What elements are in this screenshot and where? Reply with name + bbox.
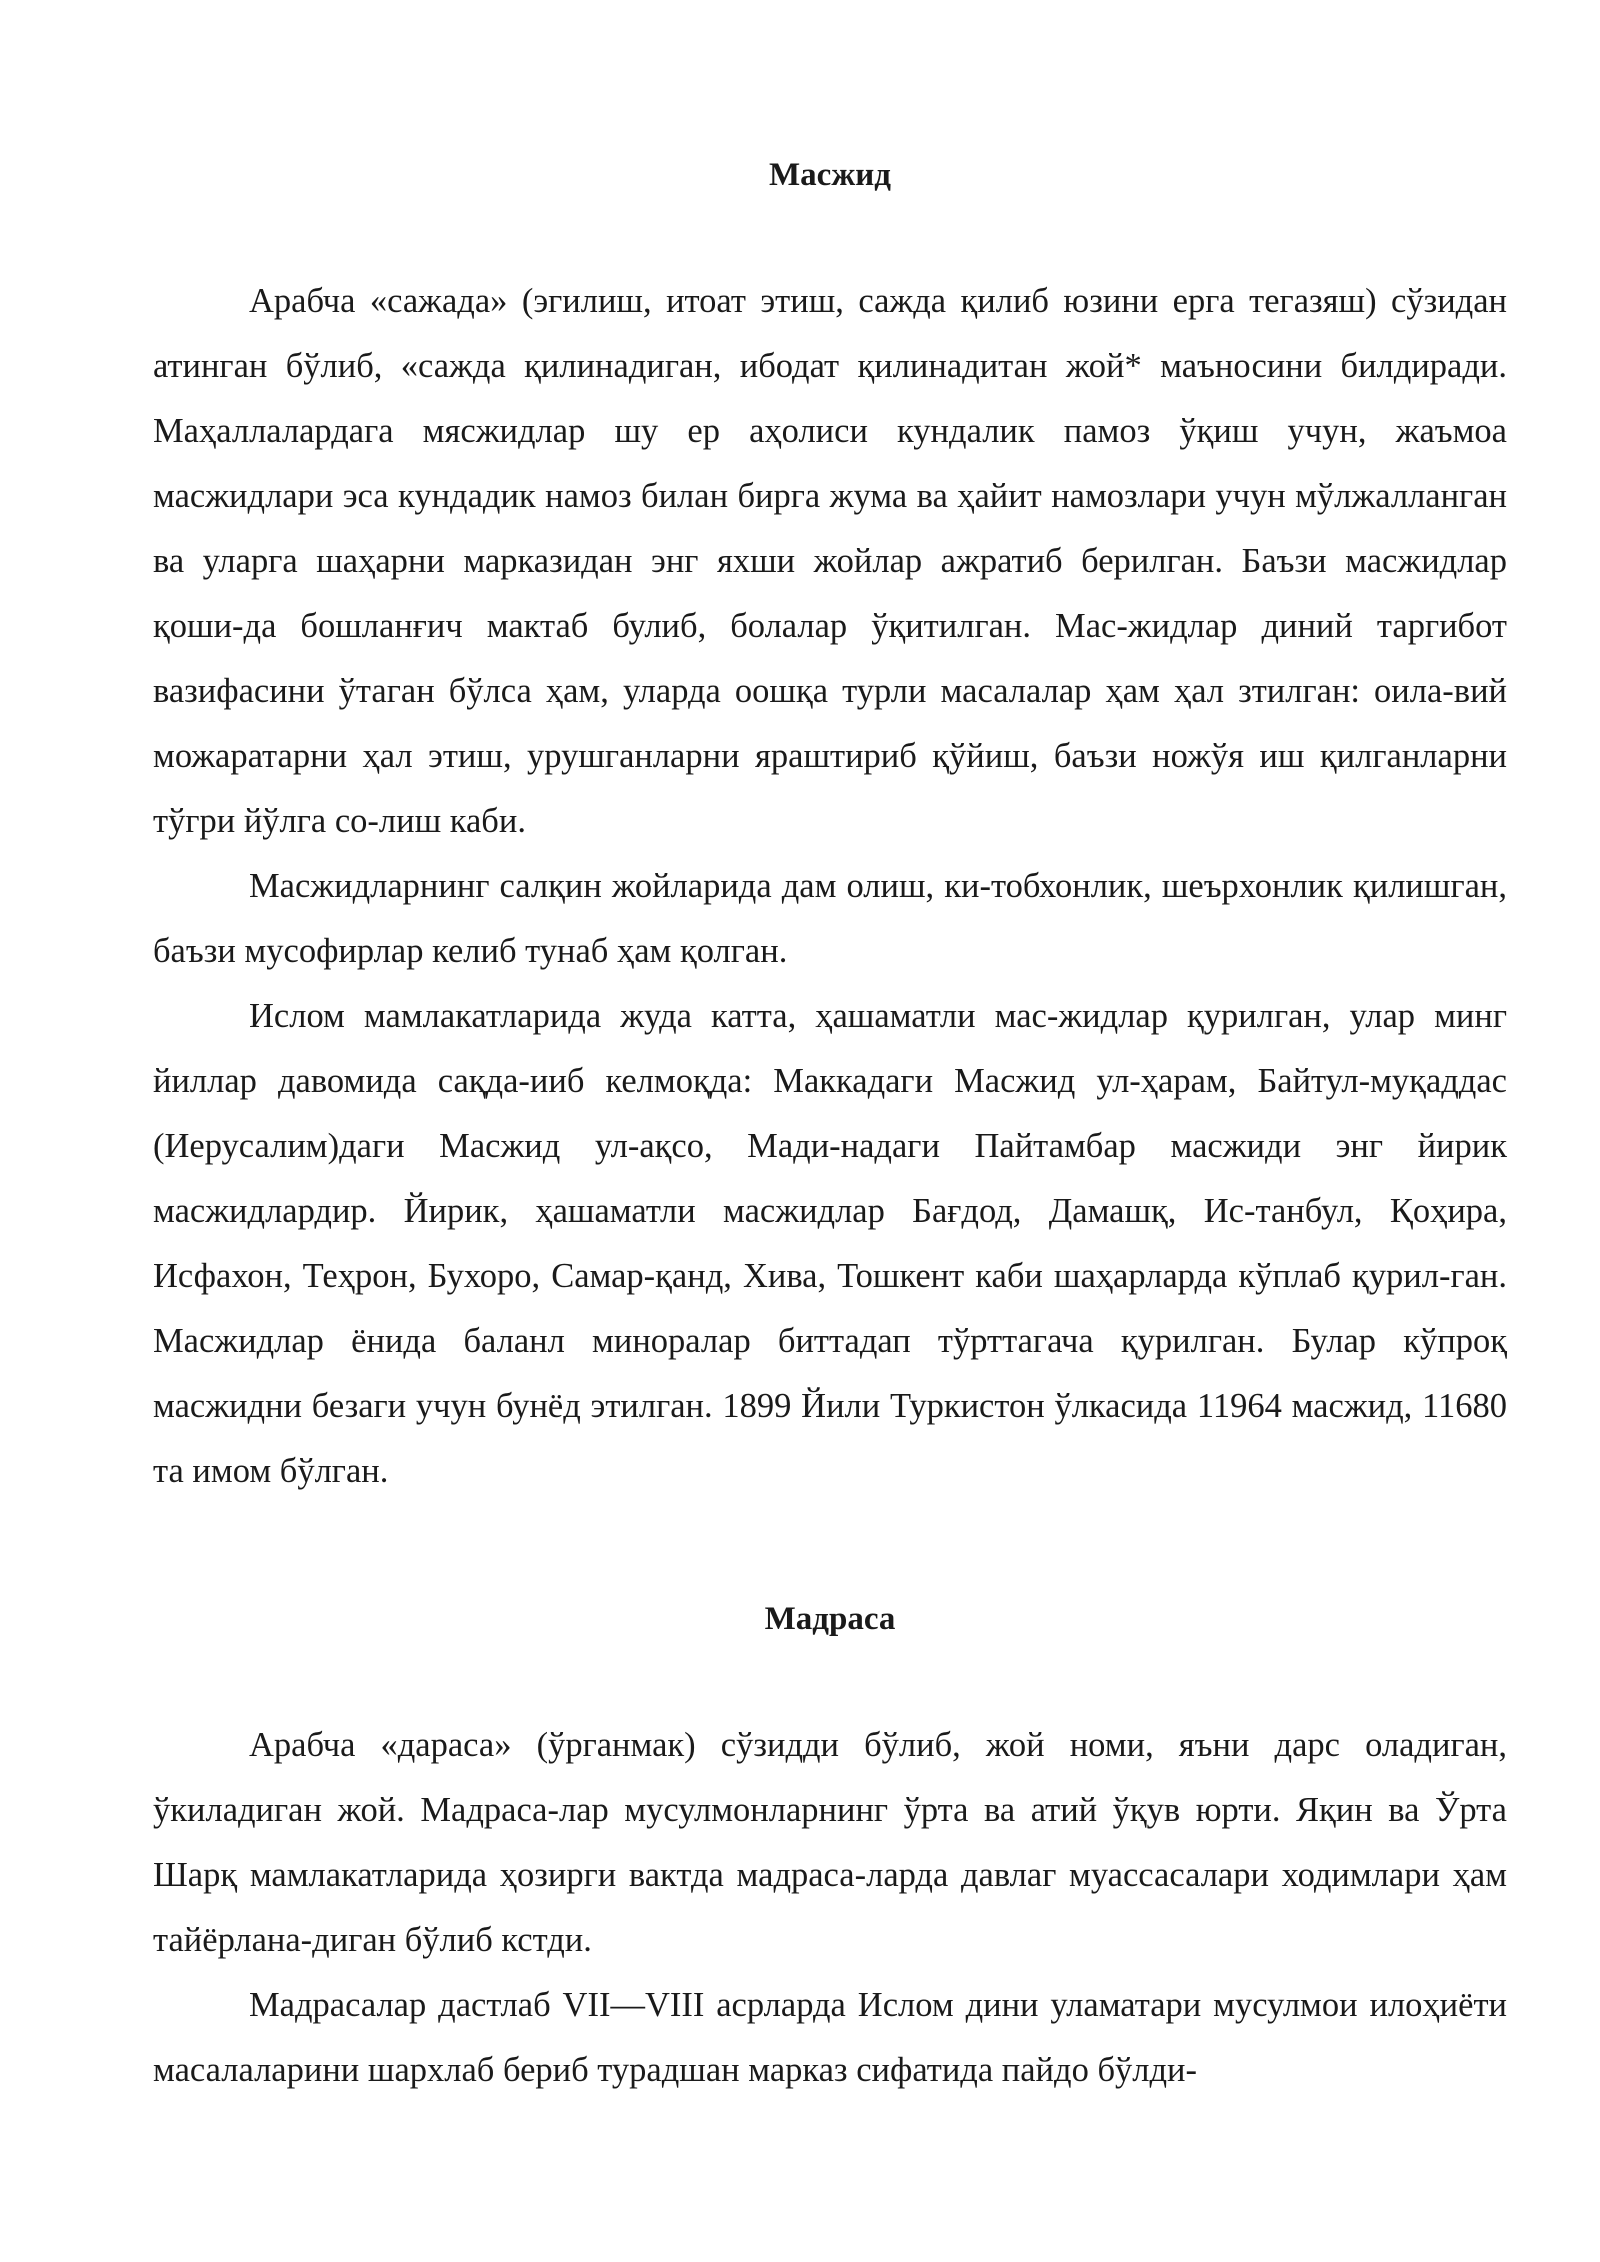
paragraph: Мадрасалар дастлаб VII—VIII асрларда Ислом дини уламатари мусулмои илоҳиёти масалаларини шархлаб бериб турадшан марказ сифатида пайдо бўлди- [153,1986,1507,2089]
section-body [153,269,1507,1504]
paragraph: Масжидларнинг салқин жойларида дам олиш, ки-тобхонлик, шеърхонлик қилишган, баъзи мусофирлар келиб тунаб ҳам қолган. [153,867,1507,970]
document-page [153,0,1507,2103]
paragraph: Арабча «дараса» (ўрганмак) сўзидди бўлиб, жой номи, яъни дарс оладиган, ўкиладиган жой. Мадраса-лар мусулмонларнинг ўрта ва атий ўқув юрти. Яқин ва Ўрта Шарқ мамлакатларида ҳозирги вактда мадраса-ларда давлаг муассасалари ходимлари ҳам тайёрлана-диган бўлиб кстди. [153,1726,1507,1959]
paragraph: Арабча «сажада» (эгилиш, итоат этиш, сажда қилиб юзини ерга тегазяш) сўзидан атинган бўлиб, «сажда қилинадиган, ибодат қилинадитан жой* маъносини билдиради. Маҳаллалардага мясжидлар шу ер аҳолиси кундалик памоз ўқиш учун, жаъмоа масжидлари эса кундадик намоз билан бирга жума ва ҳайит намозлари учун мўлжалланган ва уларга шаҳарни марказидан энг яхши жойлар ажратиб берилган. Баъзи масжидлар қоши-да бошланғич мактаб булиб, болалар ўқитилган. Мас-жидлар диний таргибот вазифасини ўтаган бўлса ҳам, уларда оошқа турли масалалар ҳам ҳал зтилган: оила-вий можаратарни ҳал этиш, урушганларни яраштириб қўйиш, баъзи ножўя иш қилганларни тўгри йўлга со-лиш каби. [153,282,1507,840]
section-title: Масжид [769,157,891,193]
paragraph: Ислом мамлакатларида жуда катта, ҳашаматли мас-жидлар қурилган, улар минг йиллар давомида сақда-ииб келмоқда: Маккадаги Масжид ул-ҳарам, Байтул-муқаддас (Иерусалим)даги Масжид ул-ақсо, Мади-надаги Пайтамбар масжиди энг йирик масжидлардир. Йирик, ҳашаматли масжидлар Бағдод, Дамашқ, Ис-танбул, Қоҳира, Исфахон, Теҳрон, Бухоро, Самар-қанд, Хива, Тошкент каби шаҳарларда кўплаб қурил-ган. Масжидлар ёнида баланл миноралар биттадап тўрттагача қурилган. Булар кўпроқ масжидни безаги учун бунёд этилган. 1899 Йили Туркистон ўлкасида 11964 масжид, 11680 та имом бўлган. [153,997,1507,1490]
section-body [153,1713,1507,2103]
section-title: Мадраса [764,1601,896,1637]
